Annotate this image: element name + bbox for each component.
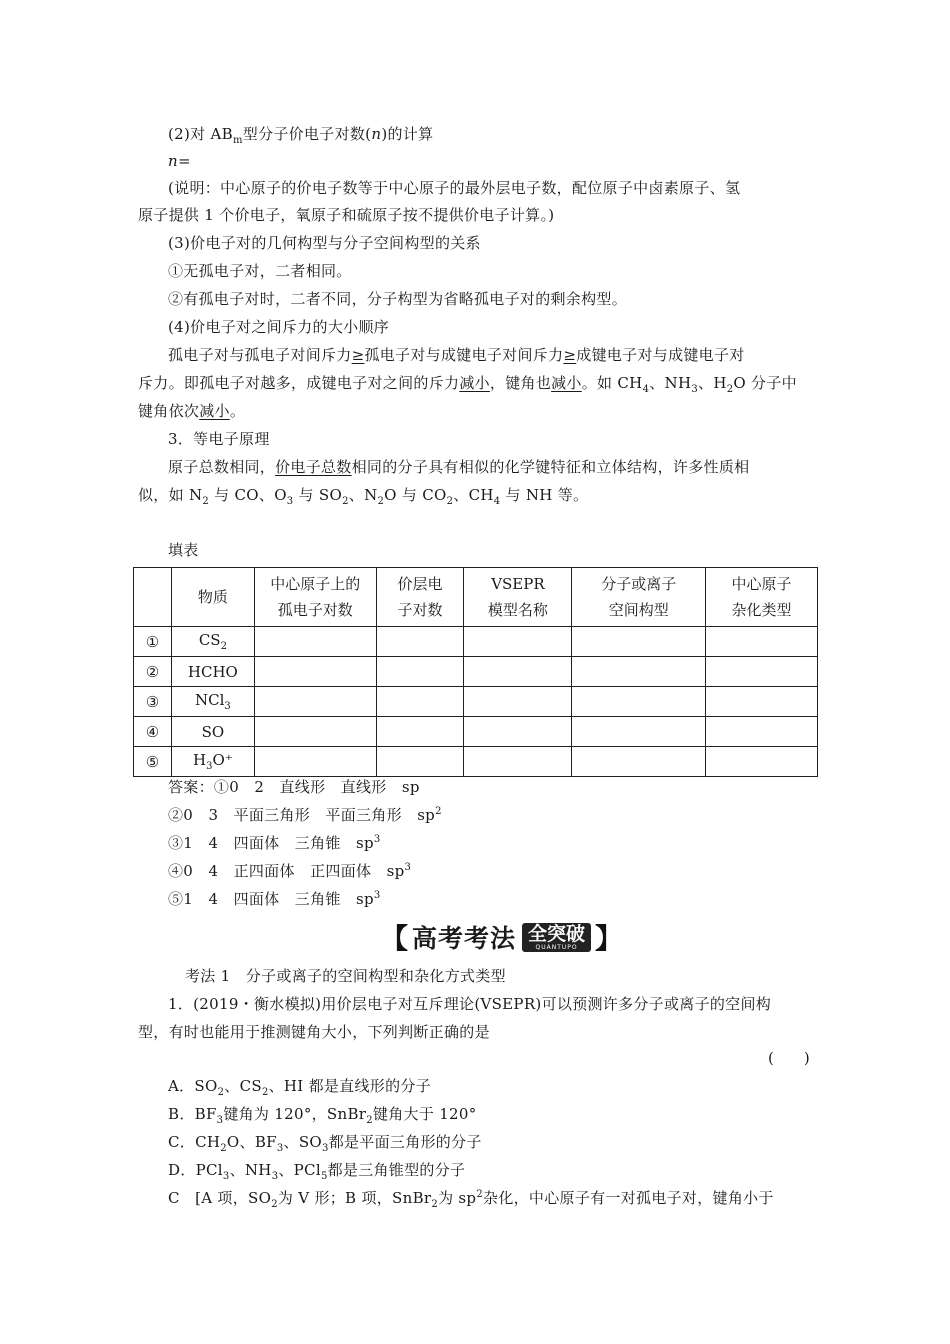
answer-cell[interactable] xyxy=(464,657,572,687)
question-1-line-1: 1．(2019・衡水模拟)用价层电子对互斥理论(VSEPR)可以预测许多分子或离子的空间构 xyxy=(168,995,772,1013)
answer-cell[interactable] xyxy=(706,747,818,777)
answer-cell[interactable] xyxy=(706,627,818,657)
answer-cell[interactable] xyxy=(706,687,818,717)
answer-cell[interactable] xyxy=(572,717,706,747)
option-b: B．$BF_3$键角为 120°，SnBr$_2$键角大于 120° xyxy=(168,1105,477,1126)
isoelectronic-line-2: 似，如 $N_2$ 与 CO、$O_3$ 与 $SO_2$、$N_2O$ 与 $CO_2$、$CH_4$ 与 NH 等。 xyxy=(138,486,589,507)
answer-cell[interactable] xyxy=(464,747,572,777)
answer-line-5: ⑤1 4 四面体 三角锥 $sp^3$ xyxy=(168,890,381,908)
header-cell-lone-pairs: 中心原子上的 孤电子对数 xyxy=(254,568,376,627)
row-number: ④ xyxy=(134,717,172,747)
answer-cell[interactable] xyxy=(254,747,376,777)
answer-blank[interactable]: ( ) xyxy=(768,1049,810,1067)
isoelectronic-line-1: 原子总数相同，价电子总数相同的分子具有相似的化学键特征和立体结构，许多性质相 xyxy=(168,458,750,476)
header-cell-substance: 物质 xyxy=(171,568,254,627)
fill-table-label: 填表 xyxy=(168,541,199,559)
row-substance: NCl$_3$ xyxy=(171,687,254,717)
answer-cell[interactable] xyxy=(376,717,464,747)
answer-explanation: C [A 项，$SO_2$为 V 形；B 项，SnBr$_2$为 $sp^2$杂化，中心原子有一对孤电子对，键角小于 xyxy=(168,1189,774,1210)
table-row xyxy=(134,627,818,657)
row-number: ⑤ xyxy=(134,747,172,777)
answer-line-4: ④0 4 正四面体 正四面体 $sp^3$ xyxy=(168,862,412,880)
row-number: ③ xyxy=(134,687,172,717)
answer-cell[interactable] xyxy=(376,687,464,717)
note-line-1: (说明：中心原子的价电子数等于中心原子的最外层电子数，配位原子中卤素原子、氢 xyxy=(168,179,741,197)
case-with-lone-pair: ②有孤电子对时，二者不同，分子构型为省略孤电子对的剩余构型。 xyxy=(168,290,628,308)
answer-line-1: 答案：①0 2 直线形 直线形 sp xyxy=(168,778,420,796)
subheading-geometry-relation: (3)价电子对的几何构型与分子空间构型的关系 xyxy=(168,234,481,252)
case-no-lone-pair: ①无孤电子对，二者相同。 xyxy=(168,262,352,280)
table-row xyxy=(134,657,818,687)
answer-cell[interactable] xyxy=(464,687,572,717)
header-cell-spatial-shape: 分子或离子 空间构型 xyxy=(572,568,706,627)
answer-line-2: ②0 3 平面三角形 平面三角形 $sp^2$ xyxy=(168,806,442,824)
question-1-line-2: 型，有时也能用于推测键角大小，下列判断正确的是 xyxy=(138,1023,490,1041)
answer-cell[interactable] xyxy=(572,657,706,687)
answer-cell[interactable] xyxy=(376,657,464,687)
option-c: C．$CH_2O$、$BF_3$、$SO_3$都是平面三角形的分子 xyxy=(168,1133,482,1154)
row-substance: HCHO xyxy=(171,657,254,687)
header-cell-vsepr-model: VSEPR 模型名称 xyxy=(464,568,572,627)
answer-cell[interactable] xyxy=(254,627,376,657)
option-d: D．PCl$_3$、$NH_3$、PCl$_5$都是三角锥型的分子 xyxy=(168,1161,466,1182)
header-cell-hybridization: 中心原子 杂化类型 xyxy=(706,568,818,627)
table-row xyxy=(134,687,818,717)
fill-table xyxy=(133,567,818,777)
section-banner xyxy=(380,920,623,954)
repulsion-line-3: 键角依次减小。 xyxy=(138,402,246,420)
row-substance: $H_3O^+$ xyxy=(171,747,254,777)
answer-cell[interactable] xyxy=(464,627,572,657)
repulsion-line-1: 孤电子对与孤电子对间斥力≥孤电子对与成键电子对间斥力≥成键电子对与成键电子对 xyxy=(168,346,745,364)
answer-cell[interactable] xyxy=(706,717,818,747)
banner-right-bracket: 】 xyxy=(595,922,624,955)
banner-left-bracket: 【 xyxy=(380,922,409,955)
answer-line-3: ③1 4 四面体 三角锥 $sp^3$ xyxy=(168,834,381,852)
answer-cell[interactable] xyxy=(572,747,706,777)
answer-cell[interactable] xyxy=(464,717,572,747)
table-row xyxy=(134,747,818,777)
banner-title: 高考考法 xyxy=(412,924,517,953)
answer-cell[interactable] xyxy=(376,627,464,657)
subheading-repulsion-order: (4)价电子对之间斥力的大小顺序 xyxy=(168,318,390,336)
row-substance: SO xyxy=(171,717,254,747)
table-header-row xyxy=(134,568,818,627)
answer-cell[interactable] xyxy=(254,657,376,687)
table-row xyxy=(134,717,818,747)
answer-cell[interactable] xyxy=(572,627,706,657)
section-isoelectronic: 3．等电子原理 xyxy=(168,430,270,448)
exam-method-heading: 考法 1 分子或离子的空间构型和杂化方式类型 xyxy=(185,967,506,985)
header-cell-index xyxy=(134,568,172,627)
answer-cell[interactable] xyxy=(254,717,376,747)
row-substance: $CS_2$ xyxy=(171,627,254,657)
row-number: ① xyxy=(134,627,172,657)
option-a: A．$SO_2$、$CS_2$、HI 都是直线形的分子 xyxy=(168,1077,431,1098)
subheading-valence-pair-calc: (2)对 $AB_m$型分子价电子对数(n)的计算 xyxy=(168,125,434,146)
answer-cell[interactable] xyxy=(376,747,464,777)
answer-cell[interactable] xyxy=(254,687,376,717)
formula-n: n= xyxy=(168,152,191,170)
banner-badge: 全突破 QUANTUPO xyxy=(522,923,591,952)
header-cell-valence-pairs: 价层电 子对数 xyxy=(376,568,464,627)
note-line-2: 原子提供 1 个价电子，氧原子和硫原子按不提供价电子计算。) xyxy=(138,206,555,224)
answer-cell[interactable] xyxy=(572,687,706,717)
row-number: ② xyxy=(134,657,172,687)
repulsion-line-2: 斥力。即孤电子对越多，成键电子对之间的斥力减小，键角也减小。如 $CH_4$、$NH_3$、$H_2O$ 分子中 xyxy=(138,374,797,395)
answer-cell[interactable] xyxy=(706,657,818,687)
